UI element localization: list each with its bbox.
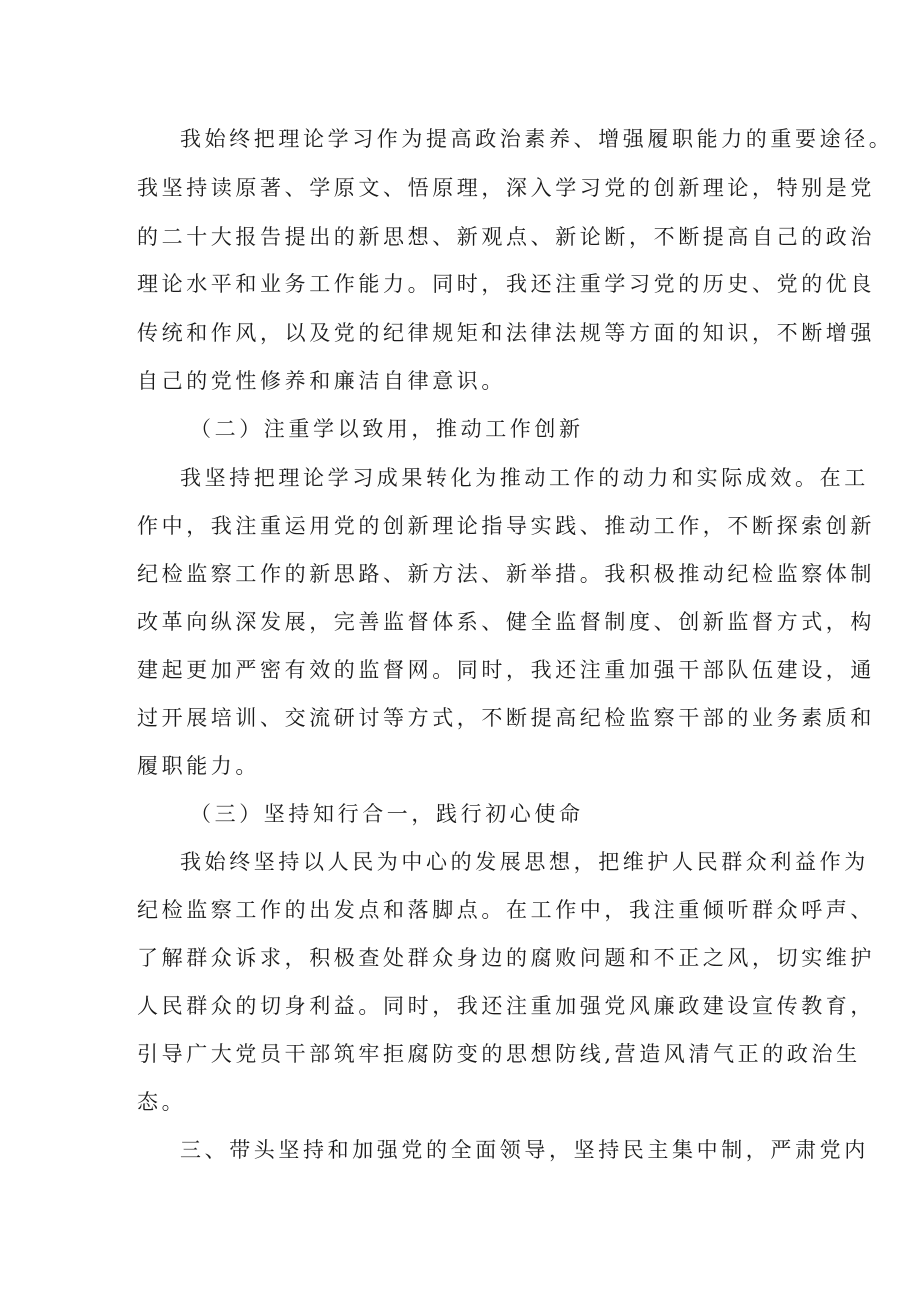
paragraph-1-line-3: 的二十大报告提出的新思想、新观点、新论断，不断提高自己的政治 xyxy=(137,225,875,249)
paragraph-5-line-2: 纪检监察工作的出发点和落脚点。在工作中，我注重倾听群众呼声、 xyxy=(137,898,875,922)
paragraph-1-line-1: 我始终把理论学习作为提高政治素养、增强履职能力的重要途径。 xyxy=(180,127,894,151)
paragraph-1-line-5: 传统和作风，以及党的纪律规矩和法律法规等方面的知识，不断增强 xyxy=(137,321,875,345)
paragraph-3-line-6: 过开展培训、交流研讨等方式，不断提高纪检监察干部的业务素质和 xyxy=(137,706,875,730)
paragraph-1-line-2: 我坚持读原著、学原文、悟原理，深入学习党的创新理论，特别是党 xyxy=(137,176,875,200)
paragraph-3-line-4: 改革向纵深发展，完善监督体系、健全监督制度、创新监督方式，构 xyxy=(137,610,875,634)
paragraph-1-line-4: 理论水平和业务工作能力。同时，我还注重学习党的历史、党的优良 xyxy=(137,272,875,296)
paragraph-5-line-6: 态。 xyxy=(137,1090,187,1114)
paragraph-6-line-1: 三、带头坚持和加强党的全面领导，坚持民主集中制，严肃党内 xyxy=(180,1138,869,1162)
paragraph-3-line-2: 作中，我注重运用党的创新理论指导实践、推动工作，不断探索创新 xyxy=(137,514,875,538)
paragraph-5-line-4: 人民群众的切身利益。同时，我还注重加强党风廉政建设宣传教育， xyxy=(137,994,875,1018)
paragraph-3-line-7: 履职能力。 xyxy=(137,754,260,778)
section-heading-2: （二）注重学以致用，推动工作创新 xyxy=(190,417,584,441)
paragraph-5-line-1: 我始终坚持以人民为中心的发展思想，把维护人民群众利益作为 xyxy=(180,850,869,874)
paragraph-1-line-6: 自己的党性修养和廉洁自律意识。 xyxy=(137,369,506,393)
paragraph-5-line-5: 引导广大党员干部筑牢拒腐防变的思想防线,营造风清气正的政治生 xyxy=(137,1042,861,1066)
paragraph-3-line-3: 纪检监察工作的新思路、新方法、新举措。我积极推动纪检监察体制 xyxy=(137,562,875,586)
paragraph-5-line-3: 了解群众诉求，积极查处群众身边的腐败问题和不正之风，切实维护 xyxy=(137,946,875,970)
paragraph-3-line-1: 我坚持把理论学习成果转化为推动工作的动力和实际成效。在工 xyxy=(180,466,869,490)
paragraph-3-line-5: 建起更加严密有效的监督网。同时，我还注重加强干部队伍建设，通 xyxy=(137,658,875,682)
section-heading-3: （三）坚持知行合一，践行初心使命 xyxy=(190,802,584,826)
